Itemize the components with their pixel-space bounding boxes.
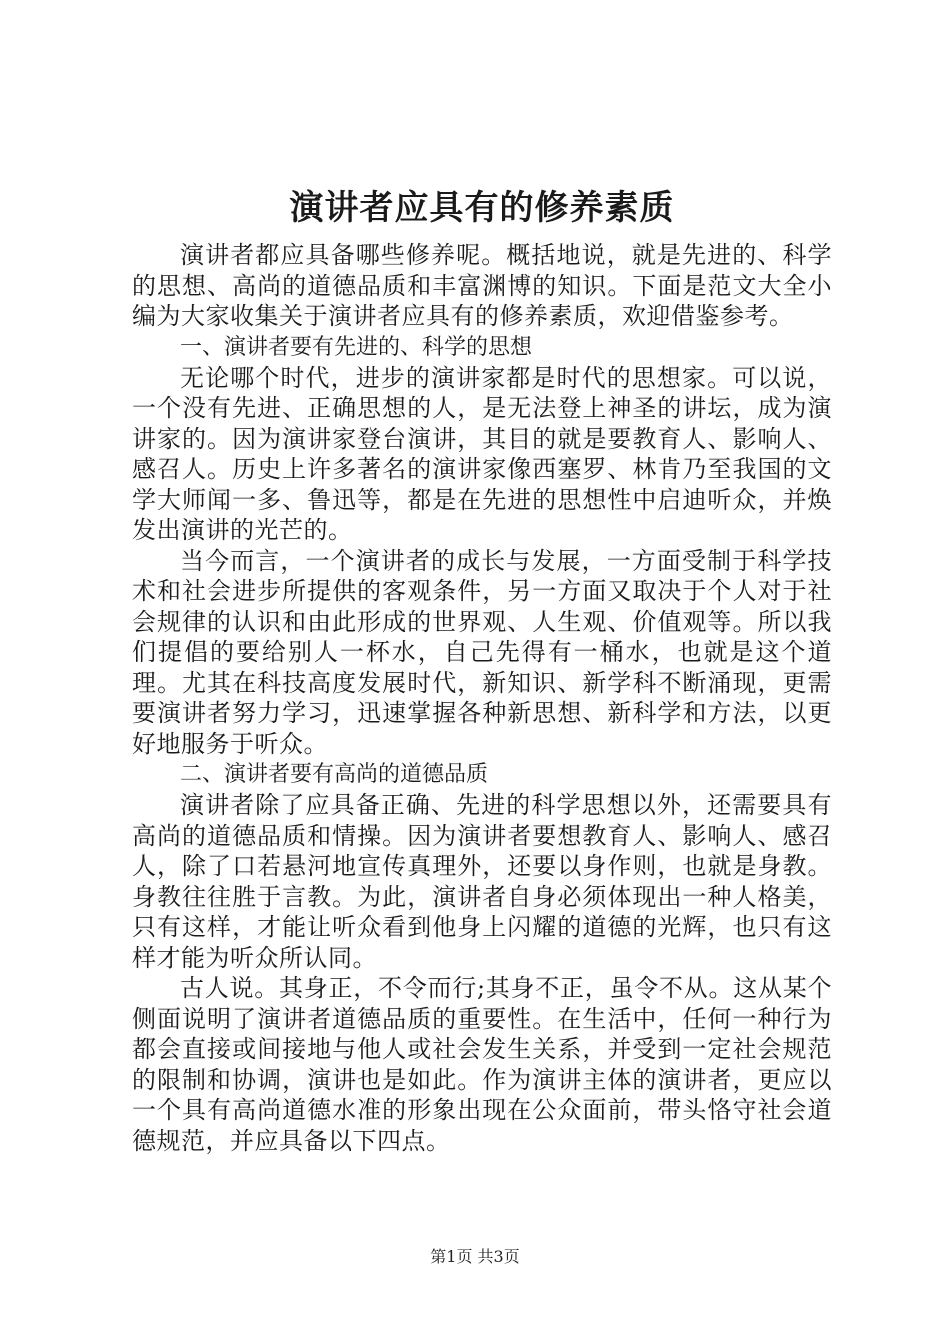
document-title: 演讲者应具有的修养素质 — [289, 188, 675, 228]
page-footer: 第1页 共3页 — [430, 1247, 520, 1266]
paragraph-1: 无论哪个时代，进步的演讲家都是时代的思想家。可以说，一个没有先进、正确思想的人，是无法登上神圣的讲坛，成为演讲家的。因为演讲家登台演讲，其目的就是要教育人、影响人、感召人。历史上许多著名的演讲家像西塞罗、林肯乃至我国的文学大师闻一多、鲁迅等，都是在先进的思想性中启迪听众，并焕发出演讲的光芒的。 — [132, 363, 832, 544]
paragraph-4: 古人说。其身正，不令而行;其身不正，虽令不从。这从某个侧面说明了演讲者道德品质的重要性。在生活中，任何一种行为都会直接或间接地与他人或社会发生关系，并受到一定社会规范的限制和协调，演讲也是如此。作为演讲主体的演讲者，更应以一个具有高尚道德水准的形象出现在公众面前，带头恪守社会道德规范，并应具备以下四点。 — [132, 974, 832, 1155]
paragraph-2: 当今而言，一个演讲者的成长与发展，一方面受制于科学技术和社会进步所提供的客观条件，另一方面又取决于个人对于社会规律的认识和由此形成的世界观、人生观、价值观等。所以我们提倡的要给别人一杯水，自己先得有一桶水，也就是这个道理。尤其在科技高度发展时代，新知识、新学科不断涌现，更需要演讲者努力学习，迅速掌握各种新思想、新科学和方法，以更好地服务于听众。 — [132, 546, 832, 758]
paragraph-3: 演讲者除了应具备正确、先进的科学思想以外，还需要具有高尚的道德品质和情操。因为演讲者要想教育人、影响人、感召人，除了口若悬河地宣传真理外，还要以身作则，也就是身教。身教往往胜于言教。为此，演讲者自身必须体现出一种人格美，只有这样，才能让听众看到他身上闪耀的道德的光辉，也只有这样才能为听众所认同。 — [132, 791, 832, 972]
section-heading-2: 二、演讲者要有高尚的道德品质 — [180, 762, 489, 787]
document-page — [132, 178, 832, 1156]
section-heading-1: 一、演讲者要有先进的、科学的思想 — [180, 334, 533, 360]
paragraph-intro: 演讲者都应具备哪些修养呢。概括地说，就是先进的、科学的思想、高尚的道德品质和丰富渊博的知识。下面是范文大全小编为大家收集关于演讲者应具有的修养素质，欢迎借鉴参考。 — [132, 241, 832, 330]
